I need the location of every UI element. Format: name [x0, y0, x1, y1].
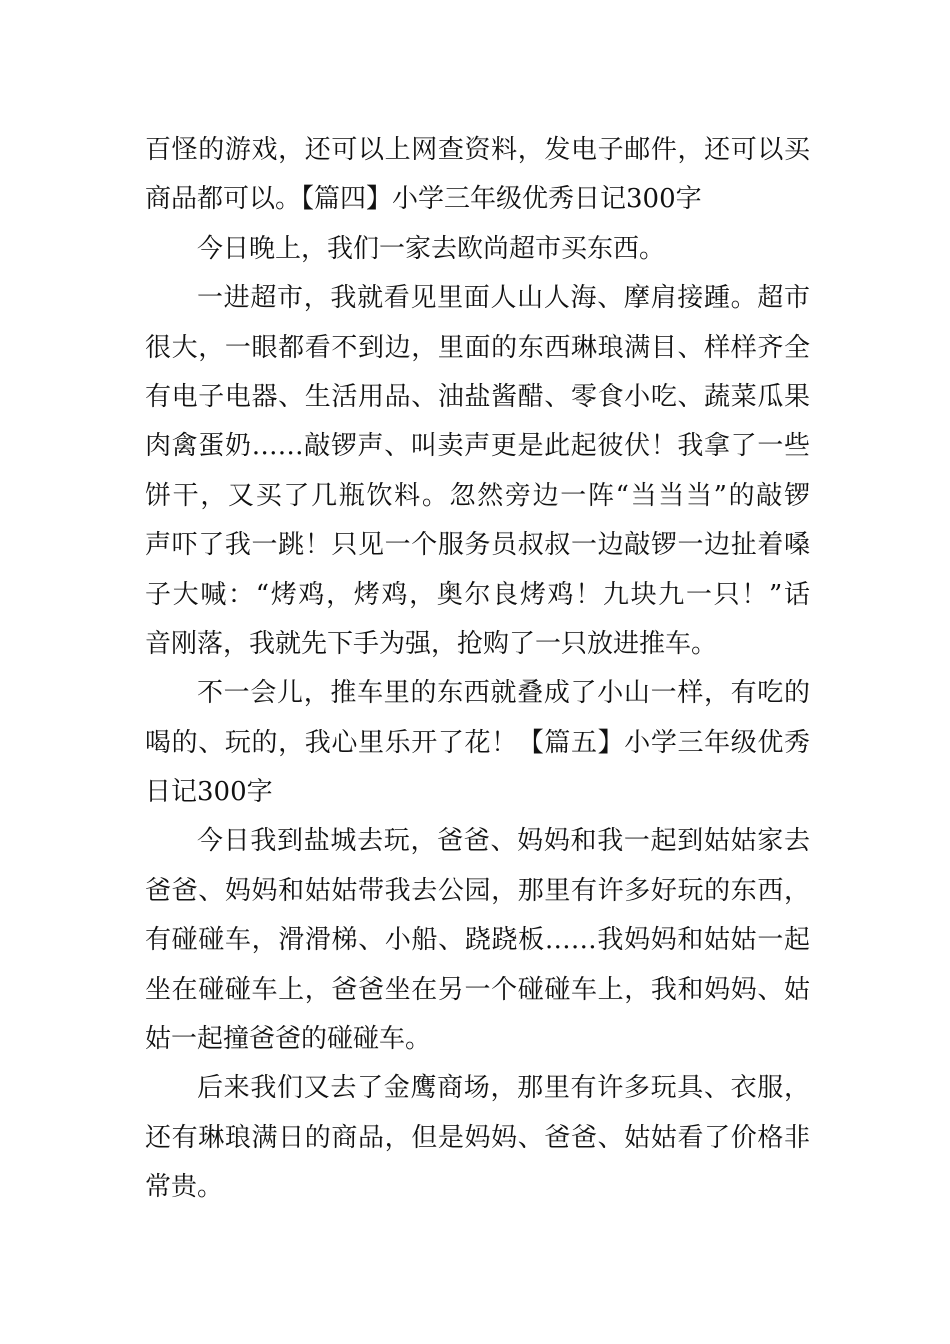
text-line: 后来我们又去了金鹰商场，那里有许多玩具、衣服， — [197, 1073, 810, 1104]
text-line: 日记300字 — [145, 777, 273, 808]
text-line: 今日晚上，我们一家去欧尚超市买东西。 — [197, 233, 666, 264]
text-line: 坐在碰碰车上，爸爸坐在另一个碰碰车上，我和妈妈、姑 — [145, 974, 810, 1005]
text-line: 百怪的游戏，还可以上网查资料，发电子邮件，还可以买 — [145, 135, 810, 165]
text-line: 声吓了我一跳！只见一个服务员叔叔一边敲锣一边扯着嗓 — [145, 530, 810, 561]
text-line: 今日我到盐城去玩，爸爸、妈妈和我一起到姑姑家去 — [197, 826, 810, 857]
text-line: 有碰碰车，滑滑梯、小船、跷跷板……我妈妈和姑姑一起 — [145, 925, 810, 956]
text-line: 一进超市，我就看见里面人山人海、摩肩接踵。超市 — [197, 283, 810, 314]
text-line: 饼干，又买了几瓶饮料。忽然旁边一阵“当当当”的敲锣 — [145, 480, 810, 511]
text-line: 不一会儿，推车里的东西就叠成了小山一样，有吃的 — [197, 678, 810, 709]
text-line: 还有琳琅满日的商品，但是妈妈、爸爸、姑姑看了价格非 — [145, 1122, 810, 1153]
text-line: 商品都可以。【篇四】小学三年级优秀日记300字 — [145, 184, 702, 215]
text-line: 子大喊：“烤鸡，烤鸡，奥尔良烤鸡！九块九一只！”话 — [145, 579, 810, 610]
text-line: 肉禽蛋奶……敲锣声、叫卖声更是此起彼伏！我拿了一些 — [145, 431, 810, 462]
text-line: 爸爸、妈妈和姑姑带我去公园，那里有许多好玩的东西， — [145, 875, 810, 906]
text-line: 姑一起撞爸爸的碰碰车。 — [145, 1024, 432, 1055]
text-line: 喝的、玩的，我心里乐开了花！【篇五】小学三年级优秀 — [145, 727, 810, 758]
document-body — [145, 126, 810, 1213]
text-line: 很大，一眼都看不到边，里面的东西琳琅满目、样样齐全 — [145, 332, 810, 363]
text-line: 有电子电器、生活用品、油盐酱醋、零食小吃、蔬菜瓜果 — [145, 381, 810, 412]
text-line: 常贵。 — [145, 1172, 224, 1203]
text-line: 音刚落，我就先下手为强，抢购了一只放进推车。 — [145, 628, 718, 659]
